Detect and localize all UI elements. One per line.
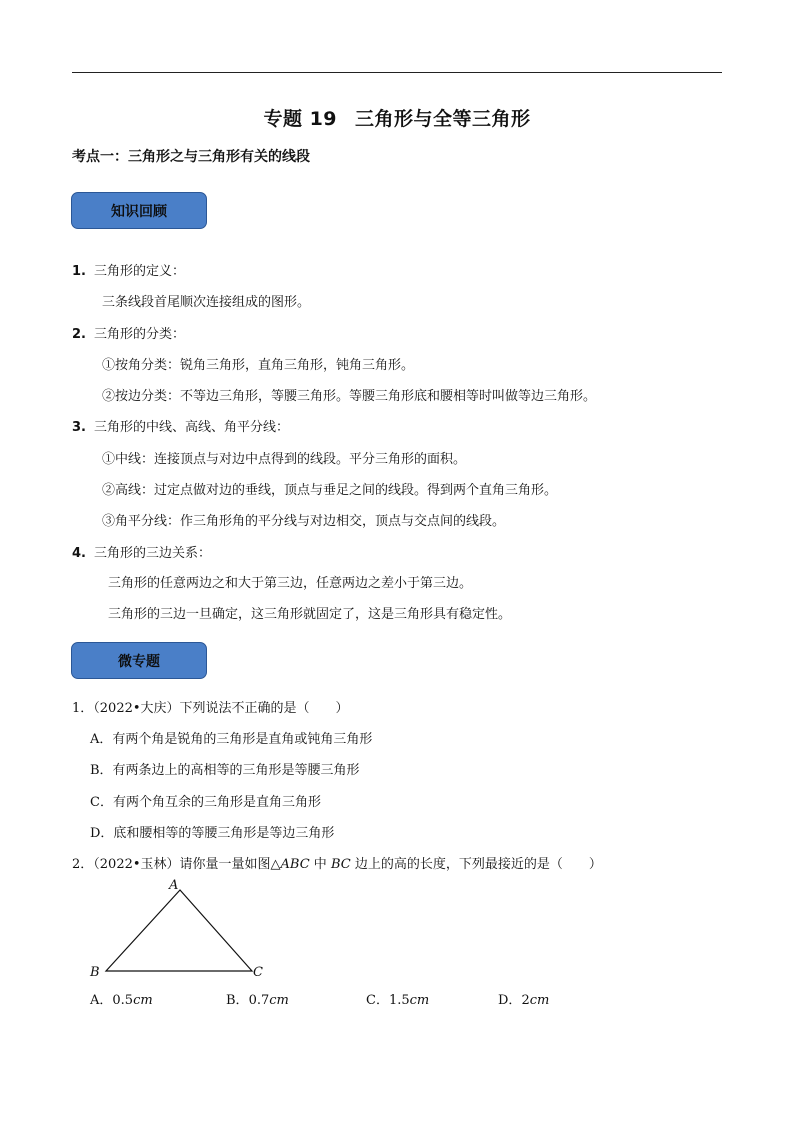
question-1-option-c: C．有两个角互余的三角形是直角三角形 bbox=[90, 795, 321, 810]
title-main: 三角形与全等三角形 bbox=[355, 108, 531, 130]
question-2-option-a: A．0.5cm bbox=[90, 993, 153, 1008]
title-prefix: 专题 19 bbox=[263, 108, 338, 130]
question-1-option-d: D．底和腰相等的等腰三角形是等边三角形 bbox=[90, 826, 335, 841]
question-1-stem: 1．（2022•大庆）下列说法不正确的是（ ） bbox=[72, 701, 349, 716]
list-item: 1. 三角形的定义： bbox=[72, 264, 185, 279]
question-2-option-d: D．2cm bbox=[498, 993, 550, 1008]
question-2-option-c: C．1.5cm bbox=[366, 993, 430, 1008]
list-item: 三条线段首尾顺次连接组成的图形。 bbox=[102, 295, 311, 310]
list-item: ③角平分线：作三角形角的平分线与对边相交，顶点与交点间的线段。 bbox=[102, 514, 506, 529]
vertex-label-b: B bbox=[90, 965, 100, 980]
question-2-option-b: B．0.7cm bbox=[226, 993, 289, 1008]
knowledge-review-badge: 知识回顾 bbox=[71, 192, 207, 229]
list-item: ①中线：连接顶点与对边中点得到的线段。平分三角形的面积。 bbox=[102, 452, 467, 467]
section-heading: 考点一：三角形之与三角形有关的线段 bbox=[72, 149, 310, 165]
micro-topic-badge: 微专题 bbox=[71, 642, 207, 679]
list-item: 三角形的任意两边之和大于第三边，任意两边之差小于第三边。 bbox=[108, 576, 473, 591]
list-item: 三角形的三边一旦确定，这三角形就固定了，这是三角形具有稳定性。 bbox=[108, 607, 512, 622]
header-rule bbox=[72, 72, 722, 73]
vertex-label-a: A bbox=[169, 878, 179, 893]
list-item: 3. 三角形的中线、高线、角平分线： bbox=[72, 420, 289, 435]
list-item: ②按边分类：不等边三角形，等腰三角形。等腰三角形底和腰相等时叫做等边三角形。 bbox=[102, 389, 597, 404]
triangle-abc bbox=[106, 890, 252, 971]
question-1-option-b: B．有两条边上的高相等的三角形是等腰三角形 bbox=[90, 763, 360, 778]
list-item: 4. 三角形的三边关系： bbox=[72, 546, 211, 561]
list-item: ①按角分类：锐角三角形，直角三角形，钝角三角形。 bbox=[102, 358, 415, 373]
list-item: 2. 三角形的分类： bbox=[72, 327, 185, 342]
triangle-figure bbox=[86, 872, 276, 984]
question-1-option-a: A．有两个角是锐角的三角形是直角或钝角三角形 bbox=[90, 732, 373, 747]
list-item: ②高线：过定点做对边的垂线，顶点与垂足之间的线段。得到两个直角三角形。 bbox=[102, 483, 558, 498]
vertex-label-c: C bbox=[253, 965, 263, 980]
page-title bbox=[0, 104, 794, 131]
question-2-stem: 2．（2022•玉林）请你量一量如图△ABC 中 BC 边上的高的长度，下列最接近的是（ ） bbox=[72, 857, 602, 872]
